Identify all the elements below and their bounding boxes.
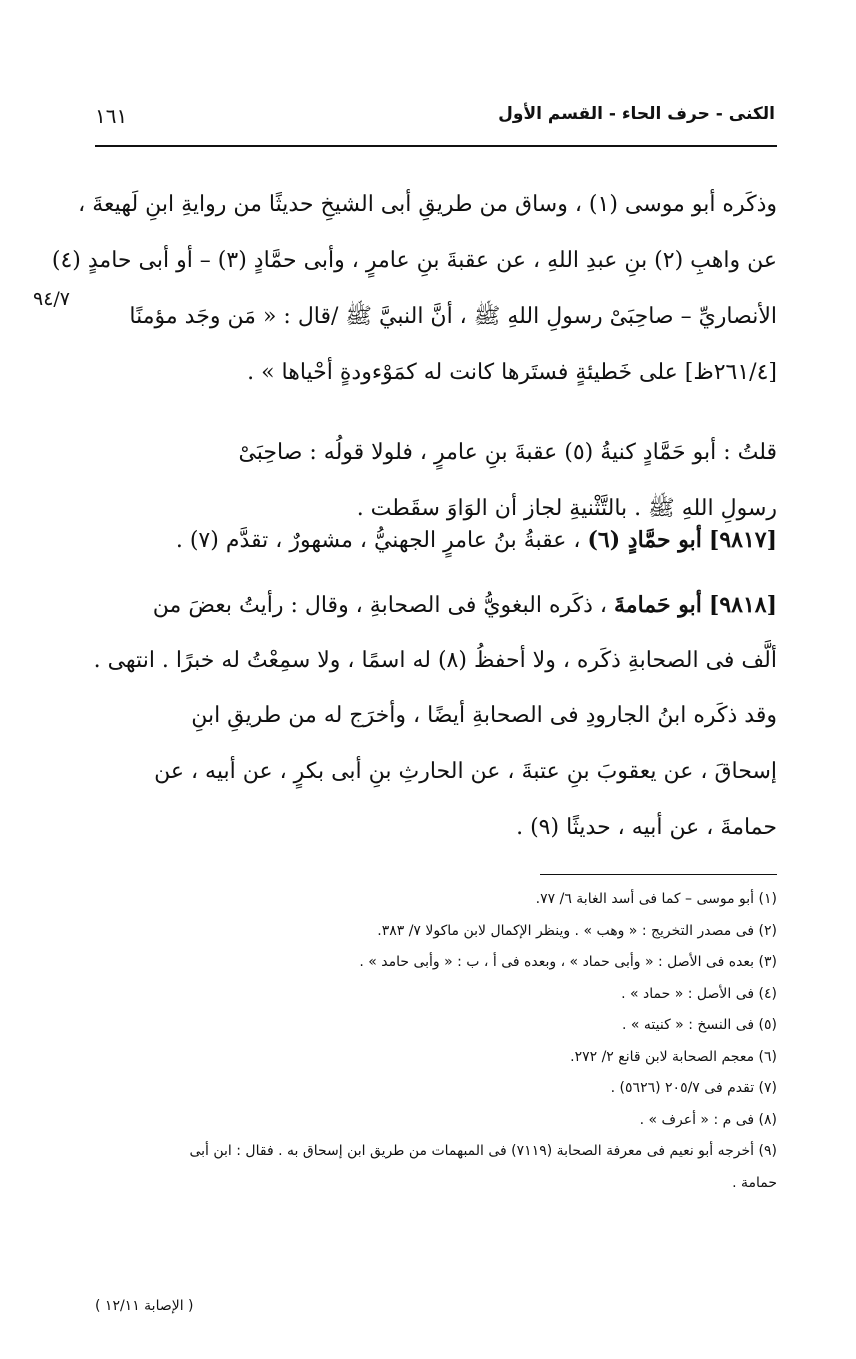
margin-volume-note: ٩٤/٧: [33, 288, 71, 310]
signature-mark: ( الإصابة ١٢/١١ ): [95, 1298, 194, 1314]
text-line: وقد ذكَره ابنُ الجارودِ فى الصحابةِ أيضًا ، وأخرَج له من طريقِ ابنِ: [191, 703, 777, 728]
text-line: وذكَره أبو موسى (١) ، وساق من طريقِ أبى الشيخِ حديثًا من روايةِ ابنِ لَهيعةَ ،: [78, 192, 777, 217]
footnote: (٩) أخرجه أبو نعيم فى معرفة الصحابة (٧١١٩) فى المبهمات من طريق ابن إسحاق به . فقال : ابن أبى: [189, 1143, 777, 1159]
footnote: (٦) معجم الصحابة لابن قانع ٢/ ٢٧٢.: [570, 1048, 777, 1065]
text-line: قلتُ : أبو حَمَّادٍ كنيةُ (٥) عقبةَ بنِ عامرٍ ، فلولا قولُه : صاحِبَىْ: [238, 440, 777, 465]
entry-name: أبو حَمامةَ: [614, 592, 702, 618]
footnote: (٧) تقدم فى ٢٠٥/٧ (٥٦٢٦) .: [610, 1080, 777, 1096]
footnotes: [95, 884, 777, 1199]
text-line: حمامةَ ، عن أبيه ، حديثًا (٩) .: [516, 815, 777, 840]
footnote: (٢) فى مصدر التخريج : « وهب » . وينظر الإكمال لابن ماكولا ٧/ ٣٨٣.: [377, 922, 777, 939]
text-line: ألَّف فى الصحابةِ ذكَره ، ولا أحفظُ (٨) له اسمًا ، ولا سمِعْتُ له خبرًا . انتهى .: [93, 648, 777, 673]
text-line: [95, 512, 777, 568]
footnote: (٨) فى م : « أعرف » .: [639, 1111, 777, 1128]
header-title: الكنى - حرف الحاء - القسم الأول: [498, 104, 775, 124]
entry-name: أبو حمَّادٍ (٦): [587, 527, 702, 553]
header-rule: [95, 145, 777, 147]
text-line: عن واهبِ (٢) بنِ عبدِ اللهِ ، عن عقبةَ بنِ عامرٍ ، وأبى حمَّادٍ (٣) – أو أبى حامدٍ (٤): [51, 248, 777, 273]
entry-9818: [95, 577, 777, 689]
page-number: ١٦١: [95, 104, 128, 128]
entry-text: ، ذكَره البغويُّ فى الصحابةِ ، وقال : رأيتُ بعضَ من: [152, 593, 608, 618]
footnote: (٤) فى الأصل : « حماد » .: [621, 985, 777, 1002]
entry-number: [٩٨١٧]: [708, 527, 777, 553]
text-line: إسحاقَ ، عن يعقوبَ بنِ عتبةَ ، عن الحارثِ بنِ أبى بكرٍ ، عن أبيه ، عن: [154, 759, 777, 784]
text-line: الأنصاريِّ – صاحِبَىْ رسولِ اللهِ ﷺ ، أنَّ النبيَّ ﷺ /قال : « مَن وجَد مؤمنًا: [129, 304, 777, 329]
text-line: [95, 577, 777, 633]
footnote: (١) أبو موسى – كما فى أسد الغابة ٦/ ٧٧.: [535, 891, 777, 907]
footnote-rule: [540, 874, 777, 875]
running-header: [95, 104, 775, 136]
footnote: (٣) بعده فى الأصل : « وأبى حماد » ، وبعده فى أ ، ب : « وأبى حامد » .: [359, 954, 777, 970]
entry-text: ، عقبةُ بنُ عامرٍ الجهنيُّ ، مشهورٌ ، تقدَّم (٧) .: [175, 528, 581, 553]
entry-number: [٩٨١٨]: [708, 592, 777, 618]
footnote-continuation: حمامة .: [732, 1174, 777, 1191]
entry-9817: [95, 512, 777, 568]
text-line: [٢٦١/٤ظ] على خَطيئةٍ فستَرها كانت له كمَوْءودةٍ أحْياها » .: [247, 360, 777, 385]
paragraph-jarud: [95, 688, 777, 856]
footnote: (٥) فى النسخ : « كنيته » .: [621, 1017, 777, 1033]
text-line: رسولِ اللهِ ﷺ . بالتَّثْنيةِ لجاز أن الوَاوَ سقَطت .: [356, 496, 777, 521]
